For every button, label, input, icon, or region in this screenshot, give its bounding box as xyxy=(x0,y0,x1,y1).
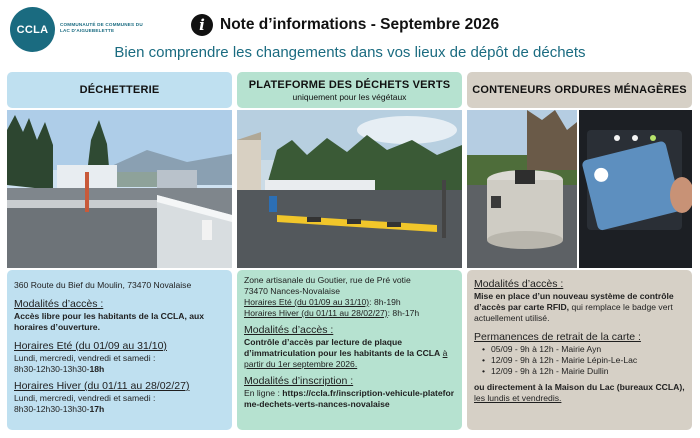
hours-range: 8h30-12h30-13h30- xyxy=(14,404,90,414)
conteneurs-access-text xyxy=(474,291,685,324)
conteneurs-access-heading: Modalités d’accès : xyxy=(474,278,564,290)
winter-label: Horaires Hiver (du 01/11 au 28/02/27) xyxy=(244,308,388,318)
org-line-1: COMMUNAUTÉ DE COMMUNES DU xyxy=(60,22,143,27)
dechetterie-winter-days: Lundi, mercredi, vendredi et samedi : xyxy=(14,393,156,403)
plateforme-winter-hours xyxy=(244,308,455,319)
page-title: Note d’informations - Septembre 2026 xyxy=(220,16,500,33)
hours-range: 8h30-12h30-13h30- xyxy=(14,364,90,374)
list-item: • 12/09 - 9h à 12h - Mairie Lépin-Le-Lac xyxy=(482,355,685,366)
list-item: • 05/09 - 9h à 12h - Mairie Ayn xyxy=(482,344,685,355)
page-subtitle: Bien comprendre les changements dans vos lieux de dépôt de déchets xyxy=(114,44,586,61)
plateforme-inscription-heading: Modalités d’inscription : xyxy=(244,375,354,387)
inscription-prefix: En ligne : xyxy=(244,388,283,398)
summer-label: Horaires Eté (du 01/09 au 31/10) xyxy=(244,297,370,307)
maison-du-lac-text xyxy=(474,382,685,404)
dechetterie-summer-hours xyxy=(14,364,225,375)
access-text-bold: Contrôle d’accès par lecture de plaque d’immatriculation pour les habitants de la CCLA xyxy=(244,337,441,358)
plateforme-summer-hours xyxy=(244,297,455,308)
hours-close: 17h xyxy=(89,404,105,414)
logo-text: CCLA xyxy=(16,23,49,36)
plateforme-inscription xyxy=(244,388,455,410)
summer-value: : 8h-19h xyxy=(369,297,401,307)
access-bold: Mise en place d’un nouveau système de contrôle d’accès par carte RFID, xyxy=(474,291,674,312)
info-icon: i xyxy=(191,14,213,36)
conteneurs-photo xyxy=(467,110,692,268)
dechetterie-info-card xyxy=(7,270,232,430)
maison-bold: ou directement à la Maison du Lac (bureaux CCLA), xyxy=(474,382,685,392)
plateforme-access-heading: Modalités d’accès : xyxy=(244,324,334,336)
inscription-link[interactable]: https://ccla.fr/inscription-vehicule-plateforme-dechets-verts-nances-novalaise xyxy=(244,388,455,409)
dechetterie-photo xyxy=(7,110,232,268)
org-name xyxy=(60,22,155,34)
plateforme-photo xyxy=(237,110,462,268)
access-rest: qui remplace le badge vert actuellement utilisé. xyxy=(474,302,673,323)
plateforme-address-line-2: 73470 Nances-Novalaise xyxy=(244,286,341,296)
winter-value: : 8h-17h xyxy=(387,308,420,318)
column-title: PLATEFORME DES DÉCHETS VERTS xyxy=(248,78,451,91)
plateforme-info-card xyxy=(237,270,462,430)
access-date: à partir du 1er septembre 2026. xyxy=(244,348,448,369)
conteneurs-info-card xyxy=(467,270,692,430)
permanences-heading: Permanences de retrait de la carte : xyxy=(474,331,641,343)
plateforme-access-text xyxy=(244,337,455,370)
maison-underlined: les lundis et vendredis. xyxy=(474,393,562,403)
dechetterie-access-text: Accès libre pour les habitants de la CCLA, aux horaires d’ouverture. xyxy=(14,311,205,332)
dechetterie-winter-heading: Horaires Hiver (du 01/11 au 28/02/27) xyxy=(14,380,190,392)
plateforme-address-line-1: Zone artisanale du Goutier, rue de Pré votie xyxy=(244,275,411,285)
column-subtitle: uniquement pour les végétaux xyxy=(292,91,407,102)
hours-close: 18h xyxy=(89,364,105,374)
permanences-list xyxy=(482,344,685,377)
dechetterie-address: 360 Route du Bief du Moulin, 73470 Novalaise xyxy=(14,280,192,290)
list-item: • 12/09 - 9h à 12h - Mairie Dullin xyxy=(482,366,685,377)
column-title: CONTENEURS ORDURES MÉNAGÈRES xyxy=(472,84,687,96)
org-line-2: LAC D'AIGUEBELETTE xyxy=(60,28,115,33)
dechetterie-summer-heading: Horaires Eté (du 01/09 au 31/10) xyxy=(14,340,167,352)
dechetterie-summer-days: Lundi, mercredi, vendredi et samedi : xyxy=(14,353,156,363)
dechetterie-winter-hours xyxy=(14,404,225,415)
column-header-plateforme xyxy=(237,72,462,108)
column-header-dechetterie xyxy=(7,72,232,108)
dechetterie-access-heading: Modalités d’accès : xyxy=(14,298,104,310)
column-header-conteneurs xyxy=(467,72,692,108)
column-title: DÉCHETTERIE xyxy=(79,84,160,96)
